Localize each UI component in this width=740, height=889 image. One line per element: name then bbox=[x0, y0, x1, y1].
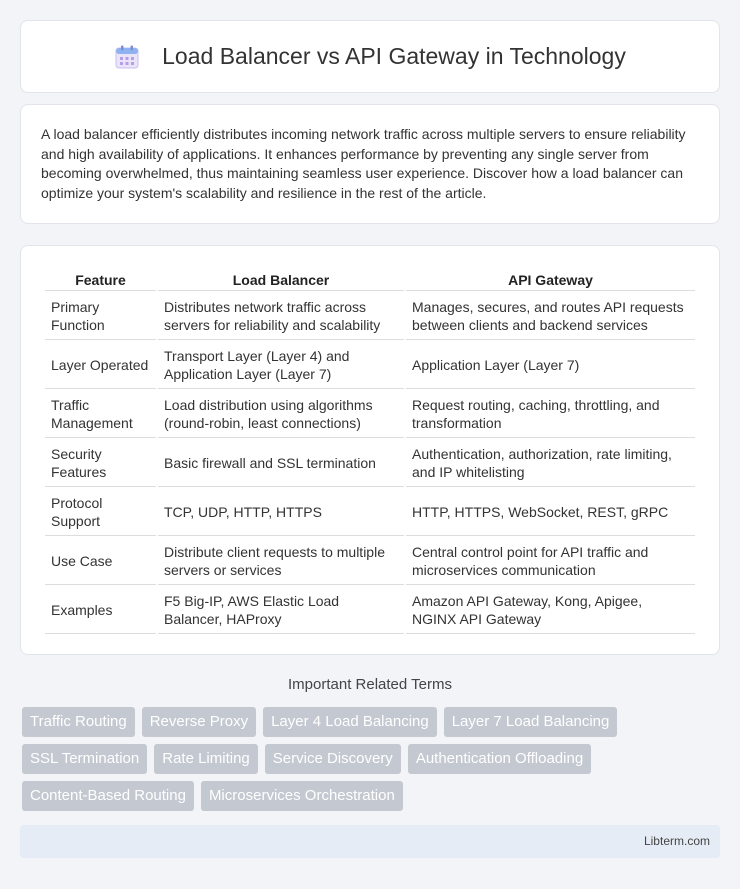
term-tag[interactable]: Rate Limiting bbox=[154, 744, 258, 774]
term-tag[interactable]: Layer 4 Load Balancing bbox=[263, 707, 437, 737]
related-terms-list bbox=[22, 707, 722, 811]
comparison-card bbox=[20, 245, 720, 655]
table-header-row bbox=[45, 268, 695, 291]
table-cell: Traffic Management bbox=[45, 391, 156, 438]
table-row bbox=[45, 587, 695, 634]
table-cell: Manages, secures, and routes API requests between clients and backend services bbox=[406, 293, 695, 340]
intro-card bbox=[20, 104, 720, 224]
table-row bbox=[45, 293, 695, 340]
table-cell: Security Features bbox=[45, 440, 156, 487]
table-cell: Examples bbox=[45, 587, 156, 634]
table-row bbox=[45, 538, 695, 585]
table-cell: Layer Operated bbox=[45, 342, 156, 389]
column-header-api-gateway: API Gateway bbox=[406, 268, 695, 291]
table-cell: Request routing, caching, throttling, and transformation bbox=[406, 391, 695, 438]
page-title: Load Balancer vs API Gateway in Technology bbox=[162, 43, 626, 69]
column-header-feature: Feature bbox=[45, 268, 156, 291]
table-row bbox=[45, 440, 695, 487]
header-card bbox=[20, 20, 720, 93]
table-cell: Primary Function bbox=[45, 293, 156, 340]
term-tag[interactable]: Traffic Routing bbox=[22, 707, 135, 737]
table-cell: Amazon API Gateway, Kong, Apigee, NGINX API Gateway bbox=[406, 587, 695, 634]
term-tag[interactable]: Microservices Orchestration bbox=[201, 781, 403, 811]
related-terms-title: Important Related Terms bbox=[288, 676, 452, 693]
table-cell: Central control point for API traffic and microservices communication bbox=[406, 538, 695, 585]
term-tag[interactable]: Content-Based Routing bbox=[22, 781, 194, 811]
table-cell: Application Layer (Layer 7) bbox=[406, 342, 695, 389]
table-row bbox=[45, 342, 695, 389]
table-row bbox=[45, 391, 695, 438]
table-row bbox=[45, 489, 695, 536]
term-tag[interactable]: Authentication Offloading bbox=[408, 744, 591, 774]
table-cell: F5 Big-IP, AWS Elastic Load Balancer, HAProxy bbox=[158, 587, 404, 634]
table-cell: Distributes network traffic across servers for reliability and scalability bbox=[158, 293, 404, 340]
footer bbox=[20, 825, 720, 858]
intro-text: A load balancer efficiently distributes incoming network traffic across multiple servers to ensure reliability and high availability of applications. It enhances performance by preventing any single server from becoming overwhelmed, thus maintaining seamless user experience. Discover how a load balancer can optimize your system's scalability and resilience in the rest of the article. bbox=[41, 126, 686, 201]
term-tag[interactable]: Reverse Proxy bbox=[142, 707, 256, 737]
footer-site-link[interactable]: Libterm.com bbox=[643, 834, 710, 848]
term-tag[interactable]: Layer 7 Load Balancing bbox=[444, 707, 618, 737]
comparison-table bbox=[43, 266, 697, 636]
table-cell: Basic firewall and SSL termination bbox=[158, 440, 404, 487]
table-cell: Authentication, authorization, rate limiting, and IP whitelisting bbox=[406, 440, 695, 487]
column-header-load-balancer: Load Balancer bbox=[158, 268, 404, 291]
table-cell: Load distribution using algorithms (round-robin, least connections) bbox=[158, 391, 404, 438]
table-cell: Use Case bbox=[45, 538, 156, 585]
table-cell: HTTP, HTTPS, WebSocket, REST, gRPC bbox=[406, 489, 695, 536]
term-tag[interactable]: SSL Termination bbox=[22, 744, 147, 774]
calendar-icon bbox=[114, 44, 140, 70]
table-cell: Distribute client requests to multiple servers or services bbox=[158, 538, 404, 585]
term-tag[interactable]: Service Discovery bbox=[265, 744, 401, 774]
table-cell: Protocol Support bbox=[45, 489, 156, 536]
table-cell: TCP, UDP, HTTP, HTTPS bbox=[158, 489, 404, 536]
table-cell: Transport Layer (Layer 4) and Application Layer (Layer 7) bbox=[158, 342, 404, 389]
